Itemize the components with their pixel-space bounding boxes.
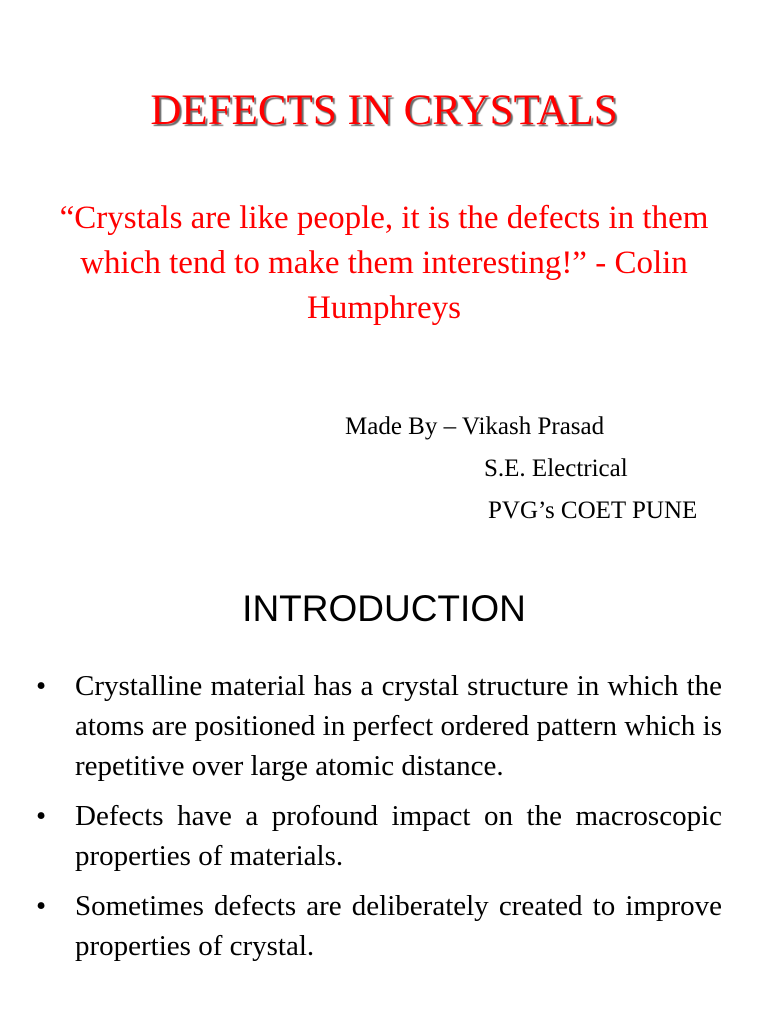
- bullet-item: [36, 666, 722, 786]
- department-line: S.E. Electrical: [484, 455, 628, 482]
- bullet-list: [36, 666, 722, 976]
- bullet-marker: •: [36, 890, 47, 922]
- bullet-item: [36, 796, 722, 876]
- slide-heading: INTRODUCTION: [242, 588, 526, 629]
- author-line: Made By – Vikash Prasad: [345, 413, 605, 440]
- introduction-slide: [0, 560, 768, 1024]
- slide-title: DEFECTS IN CRYSTALS: [150, 87, 618, 134]
- bullet-text: Crystalline material has a crystal structure in which the atoms are positioned in perfect ordered pattern which is repetitive over large atomic distance.: [75, 670, 722, 782]
- bullet-text: Sometimes defects are deliberately created to improve properties of crystal.: [75, 890, 722, 962]
- college-line: PVG’s COET PUNE: [488, 497, 698, 524]
- bullet-item: [36, 886, 722, 966]
- quote-text: “Crystals are like people, it is the defects in them which tend to make them interesting!” - Colin Humphreys: [59, 200, 709, 326]
- bullet-marker: •: [36, 800, 47, 832]
- bullet-text: Defects have a profound impact on the macroscopic properties of materials.: [75, 800, 722, 872]
- bullet-marker: •: [36, 670, 47, 702]
